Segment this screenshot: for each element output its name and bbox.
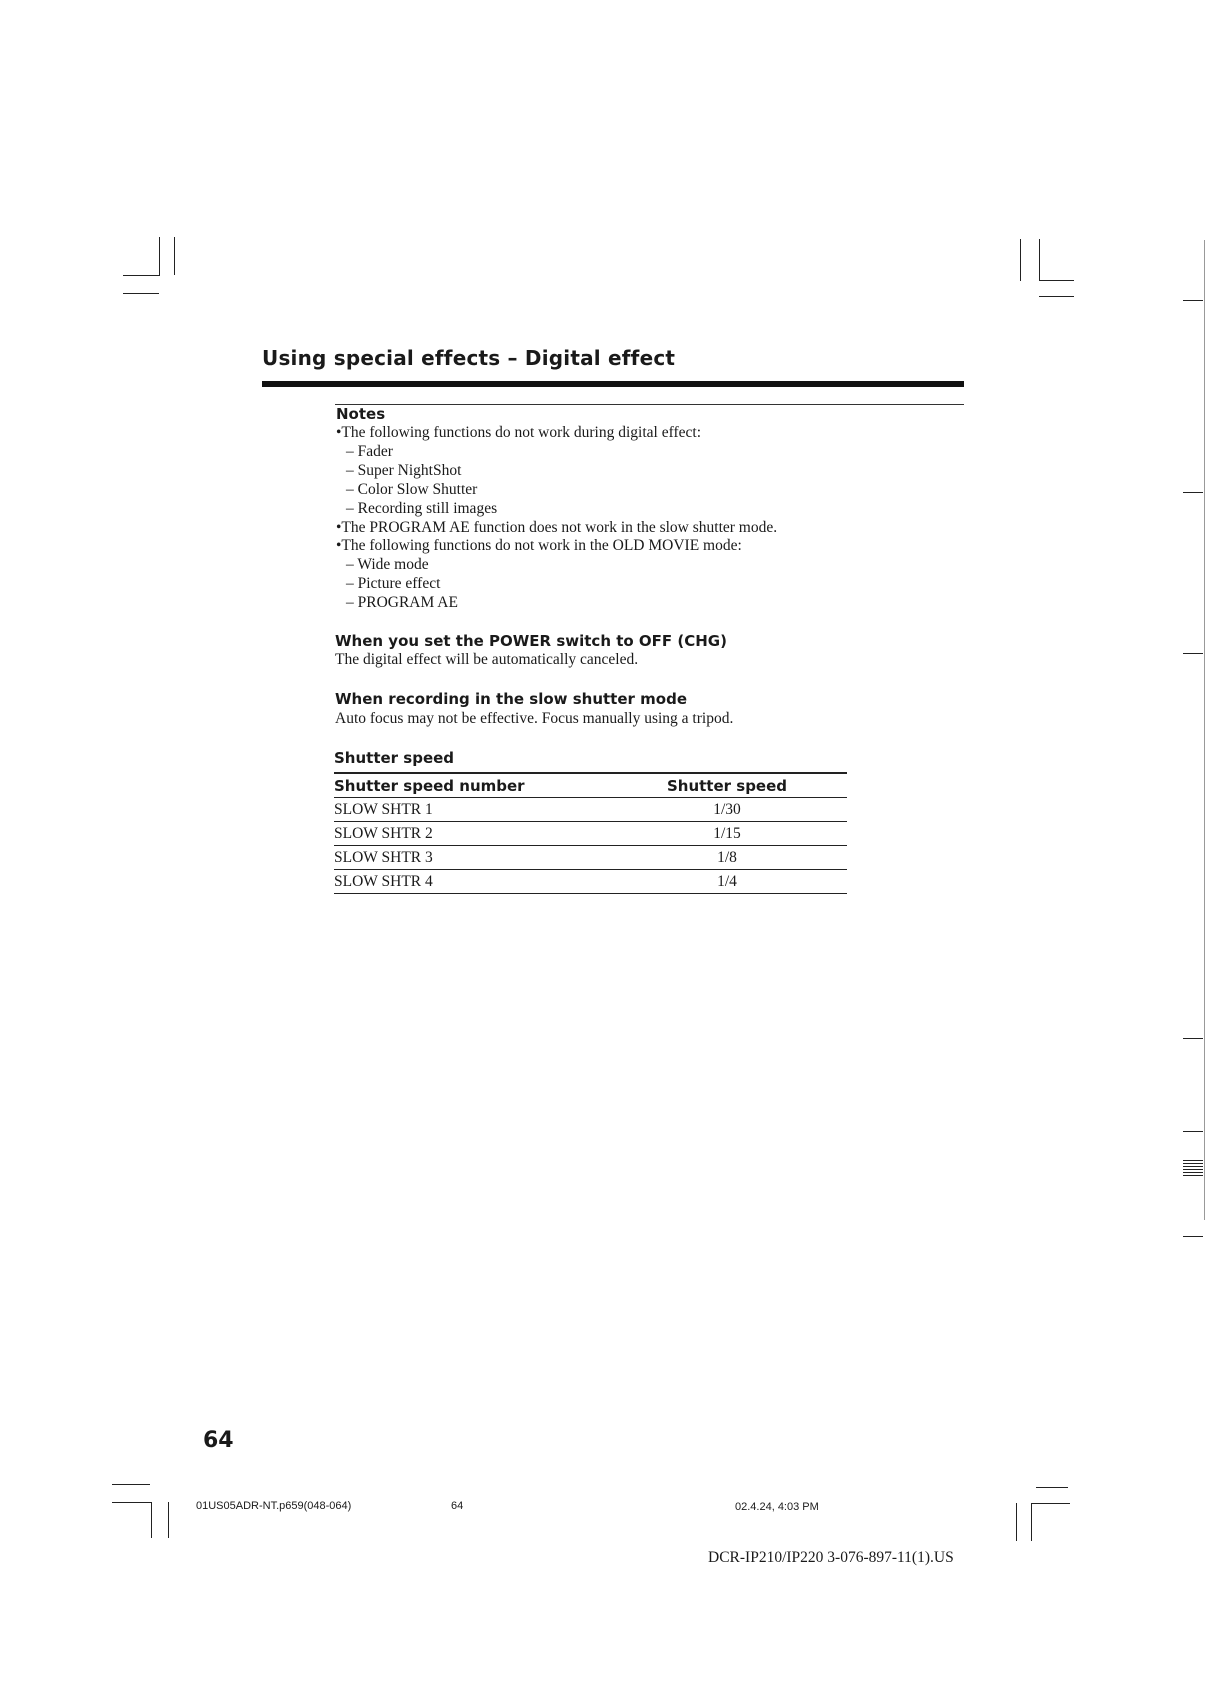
table-cell: 1/15	[607, 822, 847, 846]
power-off-body: The digital effect will be automatically canceled.	[335, 651, 639, 668]
table-caption: Shutter speed	[334, 749, 455, 767]
note-item: – Color Slow Shutter	[346, 480, 478, 498]
note-item: •The following functions do not work in the OLD MOVIE mode:	[336, 537, 742, 555]
footer-datetime: 02.4.24, 4:03 PM	[735, 1501, 819, 1513]
table-header-row	[334, 773, 847, 798]
note-item: •The PROGRAM AE function does not work in the slow shutter mode.	[336, 518, 778, 536]
column-header: Shutter speed	[607, 773, 847, 798]
notes-list	[336, 424, 936, 613]
note-item: – Recording still images	[346, 499, 498, 517]
notes-rule	[335, 404, 964, 405]
table-cell: 1/30	[607, 798, 847, 822]
footer-file: 01US05ADR-NT.p659(048-064)	[196, 1500, 352, 1512]
page-title: Using special effects – Digital effect	[262, 346, 676, 370]
note-item: •The following functions do not work during digital effect:	[336, 424, 702, 441]
model-code: DCR-IP210/IP220 3-076-897-11(1).US	[708, 1549, 954, 1566]
power-off-heading: When you set the POWER switch to OFF (CHG)	[335, 632, 727, 650]
column-header: Shutter speed number	[334, 773, 607, 798]
slow-shutter-body: Auto focus may not be effective. Focus manually using a tripod.	[335, 710, 734, 727]
table-row	[334, 822, 847, 846]
slow-shutter-heading: When recording in the slow shutter mode	[335, 690, 687, 708]
table-row	[334, 798, 847, 822]
table-cell: SLOW SHTR 1	[334, 798, 607, 822]
page-number: 64	[203, 1428, 234, 1453]
table-cell: SLOW SHTR 2	[334, 822, 607, 846]
table-cell: SLOW SHTR 3	[334, 846, 607, 870]
table-row	[334, 846, 847, 870]
table-cell: 1/4	[607, 870, 847, 894]
notes-heading: Notes	[336, 405, 386, 423]
shutter-speed-table	[334, 772, 847, 894]
table-cell: SLOW SHTR 4	[334, 870, 607, 894]
footer-page: 64	[451, 1500, 464, 1512]
note-item: – Wide mode	[346, 556, 429, 574]
table-row	[334, 870, 847, 894]
title-rule	[262, 381, 964, 387]
note-item: – PROGRAM AE	[346, 594, 458, 612]
table-cell: 1/8	[607, 846, 847, 870]
note-item: – Super NightShot	[346, 461, 462, 479]
note-item: – Fader	[346, 442, 393, 460]
note-item: – Picture effect	[346, 575, 441, 593]
